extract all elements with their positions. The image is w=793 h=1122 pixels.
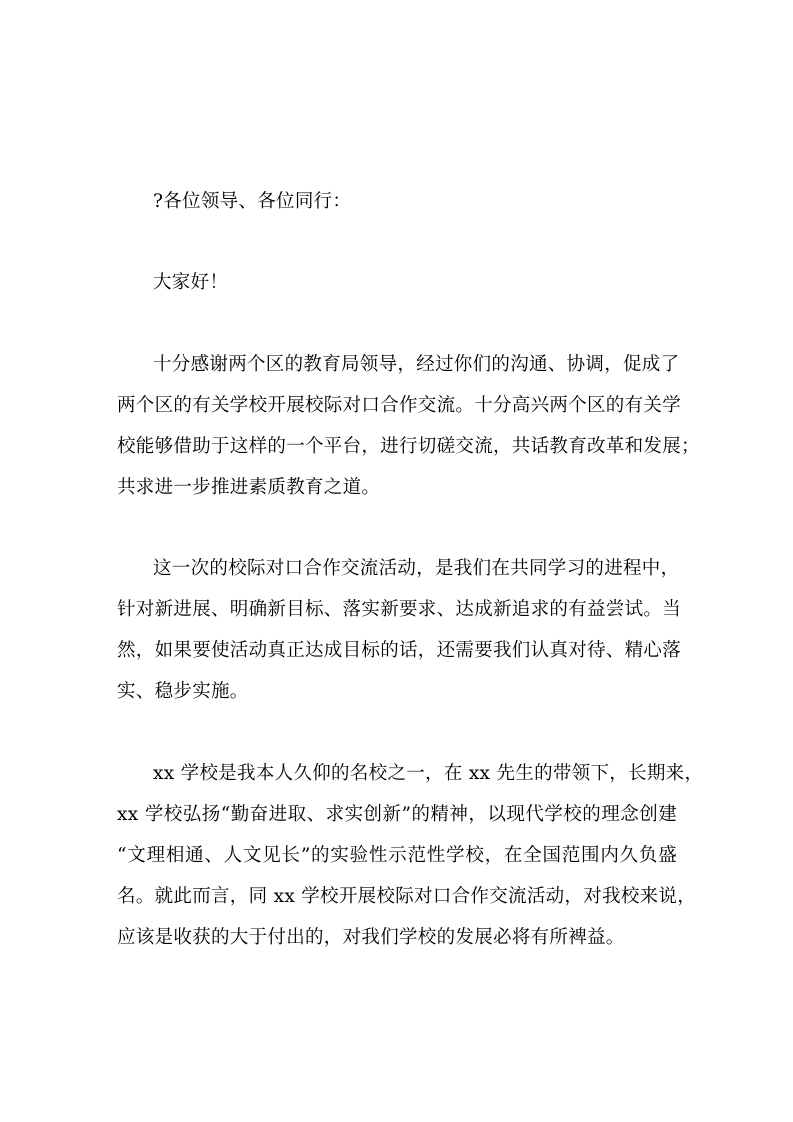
paragraph-line: 校能够借助于这样的一个平台，进行切磋交流，共话教育改革和发展；	[117, 436, 700, 457]
paragraph-line: 针对新进展、明确新目标、落实新要求、达成新追求的有益尝试。当	[117, 599, 682, 620]
salutation: ?各位领导、各位同行：	[153, 191, 352, 212]
paragraph-line: 两个区的有关学校开展校际对口合作交流。十分高兴两个区的有关学	[117, 395, 682, 416]
paragraph-line: xx 学校是我本人久仰的名校之一，在 xx 先生的带领下，长期来，	[153, 763, 704, 784]
paragraph-line: 应该是收获的大于付出的，对我们学校的发展必将有所裨益。	[117, 927, 625, 948]
greeting: 大家好！	[153, 272, 229, 293]
paragraph-line: “文理相通、人文见长”的实验性示范性学校，在全国范围内久负盛	[117, 845, 677, 866]
paragraph-line: 十分感谢两个区的教育局领导，经过你们的沟通、协调，促成了	[153, 354, 680, 375]
paragraph-line: 然，如果要使活动真正达成目标的话，还需要我们认真对待、精心落	[117, 640, 682, 661]
paragraph-line: 这一次的校际对口合作交流活动，是我们在共同学习的进程中，	[153, 558, 680, 579]
paragraph-line: 名。就此而言，同 xx 学校开展校际对口合作交流活动，对我校来说，	[117, 886, 697, 907]
paragraph-line: xx 学校弘扬“勤奋进取、求实创新”的精神，以现代学校的理念创建	[117, 804, 677, 825]
paragraph-line: 共求进一步推进素质教育之道。	[117, 477, 381, 498]
paragraph-line: 实、稳步实施。	[117, 681, 249, 702]
